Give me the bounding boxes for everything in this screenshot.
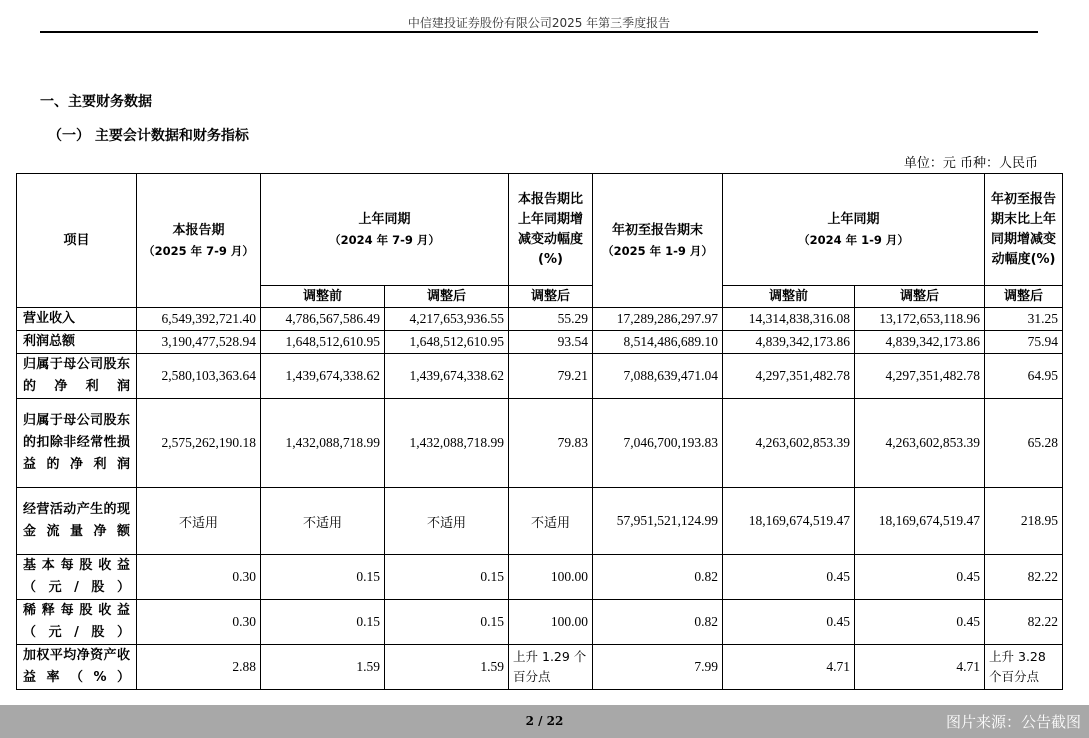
cell-current: 2,575,262,190.18 — [137, 399, 261, 488]
header-ytd — [593, 174, 723, 308]
header-prior-ytd-before-adjustment: 调整前 — [723, 286, 855, 308]
cell-prior-ytd-after: 0.45 — [855, 555, 985, 600]
header-change-current-adjusted: 调整后 — [509, 286, 593, 308]
header-change-ytd: 年初至报告期末比上年同期增减变动幅度(%) — [985, 174, 1063, 286]
cell-change-ytd: 82.22 — [985, 600, 1063, 645]
cell-current: 0.30 — [137, 555, 261, 600]
header-current-period — [137, 174, 261, 308]
header-ytd-label: 年初至报告期末 — [612, 222, 704, 238]
table-row — [17, 308, 1063, 331]
cell-prior-before: 1,648,512,610.95 — [261, 331, 385, 354]
header-ytd-range: （2025 年 1-9 月） — [602, 243, 713, 258]
cell-change-current: 100.00 — [509, 600, 593, 645]
row-label: 营业收入 — [17, 308, 137, 331]
section-title: 一、主要财务数据 — [40, 94, 152, 110]
header-change-current: 本报告期比上年同期增减变动幅度(%) — [509, 174, 593, 286]
row-label: 利润总额 — [17, 331, 137, 354]
header-divider — [40, 31, 1038, 33]
footer-bar — [0, 705, 1089, 738]
cell-prior-before: 0.15 — [261, 600, 385, 645]
cell-change-ytd: 65.28 — [985, 399, 1063, 488]
table-row — [17, 645, 1063, 690]
cell-prior-before: 1,432,088,718.99 — [261, 399, 385, 488]
cell-change-ytd: 上升 3.28 个百分点 — [985, 645, 1063, 690]
cell-change-current: 55.29 — [509, 308, 593, 331]
row-label: 经营活动产生的现金流量净额 — [17, 488, 137, 555]
cell-change-current: 93.54 — [509, 331, 593, 354]
cell-change-current: 不适用 — [509, 488, 593, 555]
cell-prior-before: 1.59 — [261, 645, 385, 690]
cell-ytd: 57,951,521,124.99 — [593, 488, 723, 555]
row-label: 基本每股收益（元/股） — [17, 555, 137, 600]
cell-prior-ytd-after: 13,172,653,118.96 — [855, 308, 985, 331]
cell-prior-before: 0.15 — [261, 555, 385, 600]
cell-prior-ytd-before: 4.71 — [723, 645, 855, 690]
cell-prior-ytd-before: 18,169,674,519.47 — [723, 488, 855, 555]
cell-ytd: 8,514,486,689.10 — [593, 331, 723, 354]
cell-change-ytd: 218.95 — [985, 488, 1063, 555]
header-change-ytd-adjusted: 调整后 — [985, 286, 1063, 308]
header-prior-ytd-after-adjustment: 调整后 — [855, 286, 985, 308]
cell-ytd: 17,289,286,297.97 — [593, 308, 723, 331]
row-label: 稀释每股收益（元/股） — [17, 600, 137, 645]
header-current-period-range: （2025 年 7-9 月） — [143, 243, 254, 258]
cell-change-ytd: 82.22 — [985, 555, 1063, 600]
header-prior-period-label: 上年同期 — [358, 211, 411, 227]
cell-prior-after: 1.59 — [385, 645, 509, 690]
header-after-adjustment: 调整后 — [385, 286, 509, 308]
cell-prior-ytd-before: 4,263,602,853.39 — [723, 399, 855, 488]
table-row — [17, 331, 1063, 354]
cell-current: 3,190,477,528.94 — [137, 331, 261, 354]
cell-prior-ytd-after: 18,169,674,519.47 — [855, 488, 985, 555]
table-row — [17, 555, 1063, 600]
cell-ytd: 0.82 — [593, 600, 723, 645]
cell-change-current: 79.83 — [509, 399, 593, 488]
header-prior-ytd — [723, 174, 985, 286]
cell-change-current: 79.21 — [509, 354, 593, 399]
cell-change-current: 上升 1.29 个百分点 — [509, 645, 593, 690]
cell-prior-ytd-before: 14,314,838,316.08 — [723, 308, 855, 331]
cell-ytd: 7.99 — [593, 645, 723, 690]
cell-prior-before: 不适用 — [261, 488, 385, 555]
cell-prior-ytd-before: 4,297,351,482.78 — [723, 354, 855, 399]
header-prior-period-range: （2024 年 7-9 月） — [329, 232, 440, 247]
cell-prior-ytd-before: 0.45 — [723, 600, 855, 645]
header-item: 项目 — [17, 174, 137, 308]
cell-prior-before: 4,786,567,586.49 — [261, 308, 385, 331]
header-prior-ytd-range: （2024 年 1-9 月） — [798, 232, 909, 247]
table-row — [17, 600, 1063, 645]
row-label: 归属于母公司股东的扣除非经常性损益的净利润 — [17, 399, 137, 488]
image-source-label: 图片来源：公告截图 — [945, 713, 1081, 731]
cell-change-ytd: 75.94 — [985, 331, 1063, 354]
cell-change-ytd: 64.95 — [985, 354, 1063, 399]
unit-currency-note: 单位：元 币种：人民币 — [903, 156, 1038, 171]
cell-prior-after: 1,432,088,718.99 — [385, 399, 509, 488]
cell-prior-after: 4,217,653,936.55 — [385, 308, 509, 331]
cell-ytd: 0.82 — [593, 555, 723, 600]
table-row — [17, 399, 1063, 488]
cell-prior-ytd-after: 4,297,351,482.78 — [855, 354, 985, 399]
page-number: 2 / 22 — [525, 714, 564, 728]
row-label: 加权平均净资产收益率（%） — [17, 645, 137, 690]
cell-current: 不适用 — [137, 488, 261, 555]
cell-ytd: 7,046,700,193.83 — [593, 399, 723, 488]
table-row — [17, 488, 1063, 555]
cell-ytd: 7,088,639,471.04 — [593, 354, 723, 399]
cell-prior-ytd-after: 4.71 — [855, 645, 985, 690]
subsection-title: （一） 主要会计数据和财务指标 — [48, 128, 249, 144]
financial-data-table — [16, 173, 1063, 690]
cell-current: 2,580,103,363.64 — [137, 354, 261, 399]
cell-prior-after: 1,648,512,610.95 — [385, 331, 509, 354]
cell-prior-after: 0.15 — [385, 600, 509, 645]
cell-change-current: 100.00 — [509, 555, 593, 600]
cell-prior-ytd-after: 0.45 — [855, 600, 985, 645]
cell-current: 2.88 — [137, 645, 261, 690]
cell-prior-ytd-before: 4,839,342,173.86 — [723, 331, 855, 354]
cell-prior-after: 0.15 — [385, 555, 509, 600]
header-current-period-label: 本报告期 — [172, 222, 225, 238]
header-before-adjustment: 调整前 — [261, 286, 385, 308]
row-label: 归属于母公司股东的净利润 — [17, 354, 137, 399]
cell-prior-ytd-after: 4,839,342,173.86 — [855, 331, 985, 354]
cell-prior-after: 1,439,674,338.62 — [385, 354, 509, 399]
document-header: 中信建投证券股份有限公司2025 年第三季度报告 — [407, 16, 671, 30]
header-prior-period — [261, 174, 509, 286]
cell-change-ytd: 31.25 — [985, 308, 1063, 331]
table-row — [17, 354, 1063, 399]
cell-prior-before: 1,439,674,338.62 — [261, 354, 385, 399]
cell-current: 0.30 — [137, 600, 261, 645]
cell-prior-ytd-before: 0.45 — [723, 555, 855, 600]
cell-current: 6,549,392,721.40 — [137, 308, 261, 331]
cell-prior-after: 不适用 — [385, 488, 509, 555]
cell-prior-ytd-after: 4,263,602,853.39 — [855, 399, 985, 488]
header-prior-ytd-label: 上年同期 — [827, 211, 880, 227]
